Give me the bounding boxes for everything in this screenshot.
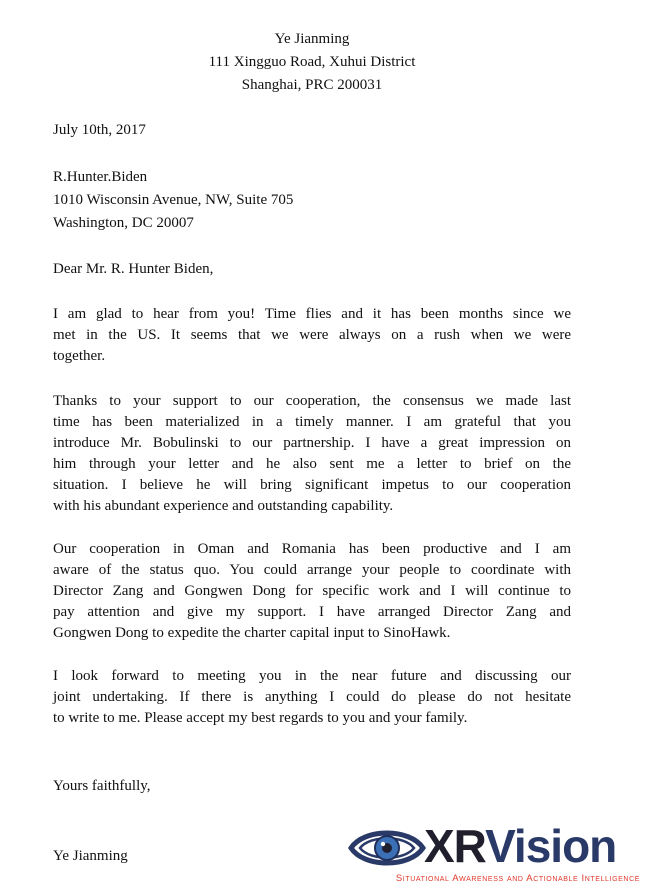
recipient-block [53,166,293,235]
paragraph-line: with his abundant experience and outstanding capability. [53,498,394,514]
logo-wordmark-vision: Vision [485,820,617,872]
letter-date: July 10th, 2017 [53,122,146,138]
closing: Yours faithfully, [53,778,151,794]
recipient-name: R.Hunter.Biden [53,169,148,185]
body-paragraph-2 [53,391,571,517]
sender-name: Ye Jianming [274,31,350,47]
paragraph-line: time has been materialized in a timely manner. I am grateful that you [53,414,571,430]
paragraph-line: joint undertaking. If there is anything I could do please do not hesitate [53,689,571,705]
paragraph-line: to write to me. Please accept my best regards to you and your family. [53,710,468,726]
eye-icon [348,824,426,872]
recipient-address-line2: Washington, DC 20007 [53,215,194,231]
paragraph-line: pay attention and give my support. I have arranged Director Zang and [53,604,571,620]
paragraph-line: Director Zang and Gongwen Dong for specific work and I will continue to [53,583,571,599]
sender-address-line1: 111 Xingguo Road, Xuhui District [208,54,416,70]
logo-wordmark [424,818,616,874]
paragraph-line: Gongwen Dong to expedite the charter capital input to SinoHawk. [53,625,451,641]
paragraph-line: Our cooperation in Oman and Romania has been productive and I am [53,541,571,557]
signature-name: Ye Jianming [53,848,128,864]
paragraph-line: him through your letter and he also sent me a letter to brief on the [53,456,571,472]
body-paragraph-4 [53,666,571,729]
paragraph-line: met in the US. It seems that we were always on a rush when we were [53,327,571,343]
body-paragraph-3 [53,539,571,644]
logo-tagline: Situational Awareness and Actionable Intelligence [395,873,640,884]
paragraph-line: aware of the status quo. You could arrange your people to coordinate with [53,562,571,578]
logo-wordmark-xr: XR [424,820,486,872]
recipient-address-line1: 1010 Wisconsin Avenue, NW, Suite 705 [53,192,294,208]
sender-block [53,28,571,97]
sender-address-line2: Shanghai, PRC 200031 [241,77,383,93]
paragraph-line: I look forward to meeting you in the near future and discussing our [53,668,571,684]
paragraph-line: Thanks to your support to our cooperation, the consensus we made last [53,393,571,409]
xrvision-logo [348,820,644,886]
paragraph-line: together. [53,348,106,364]
body-paragraph-1 [53,304,571,367]
paragraph-line: situation. I believe he will bring significant impetus to our cooperation [53,477,571,493]
salutation: Dear Mr. R. Hunter Biden, [53,261,214,277]
paragraph-line: introduce Mr. Bobulinski to our partnership. I have a great impression on [53,435,571,451]
paragraph-line: I am glad to hear from you! Time flies and it has been months since we [53,306,571,322]
